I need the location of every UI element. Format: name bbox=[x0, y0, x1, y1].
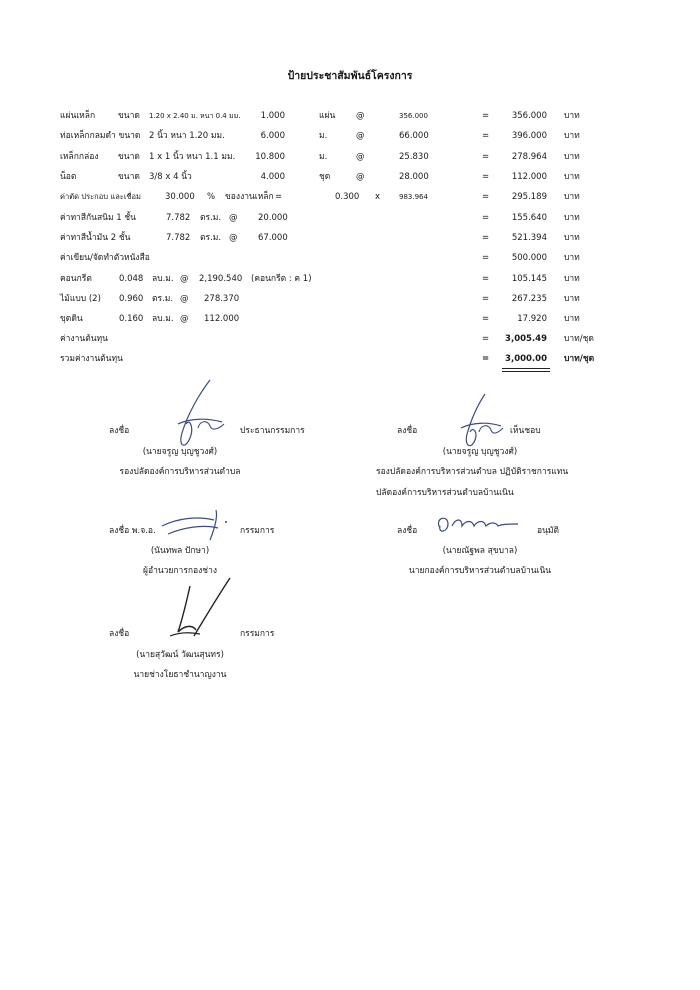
item-qty: 10.800 bbox=[255, 152, 285, 162]
item-price: 356.000 bbox=[399, 112, 428, 120]
grand-total-amount: 3,000.00 bbox=[505, 354, 547, 364]
item-price: 67.000 bbox=[258, 233, 288, 243]
item-amount: 155.640 bbox=[511, 213, 547, 223]
item-unit: ตร.ม. bbox=[200, 233, 222, 243]
item-note: (คอนกรีต : ค 1) bbox=[251, 274, 312, 284]
item-name: รวมค่างานต้นทุน bbox=[60, 354, 123, 364]
currency-label: บาท bbox=[564, 192, 580, 202]
sign-label: ลงชื่อ bbox=[109, 426, 130, 436]
item-price: 112.000 bbox=[204, 314, 240, 324]
item-unit: ตร.ม. bbox=[200, 213, 222, 223]
item-qty: 4.000 bbox=[260, 172, 285, 182]
item-amount: 396.000 bbox=[511, 131, 547, 141]
signature-mark bbox=[432, 512, 522, 538]
equals-sign: = bbox=[482, 172, 490, 182]
currency-label: บาท bbox=[564, 253, 580, 263]
currency-label: บาท/ชุด bbox=[564, 354, 595, 364]
item-name: ค่างานต้นทุน bbox=[60, 334, 108, 344]
signer-position: รองปลัดองค์การบริหารส่วนตำบล ปฏิบัติราชการแทน bbox=[376, 467, 569, 477]
signer-name: (นันทพล ปักษา) bbox=[150, 546, 210, 556]
sign-label: ลงชื่อ bbox=[109, 629, 130, 639]
factor-value: 0.300 bbox=[335, 192, 360, 202]
at-sign: @ bbox=[180, 274, 189, 284]
signer-name: (นายสุวัฒน์ วัฒนสุนทร) bbox=[136, 650, 224, 660]
item-amount: 112.000 bbox=[511, 172, 547, 182]
item-price: 25.830 bbox=[399, 152, 429, 162]
equals-sign: = bbox=[482, 152, 490, 162]
item-unit: ลบ.ม. bbox=[152, 274, 174, 284]
role-label: กรรมการ bbox=[240, 629, 275, 639]
sign-label: ลงชื่อ bbox=[397, 526, 418, 536]
item-price: 28.000 bbox=[399, 172, 429, 182]
item-spec: 1 x 1 นิ้ว หนา 1.1 มม. bbox=[149, 152, 236, 162]
equals-sign: = bbox=[482, 274, 490, 284]
item-name: ค่าตัด ประกอบ และเชื่อม bbox=[60, 192, 141, 201]
equals-sign: = bbox=[482, 253, 490, 263]
item-name: แผ่นเหล็ก bbox=[60, 111, 96, 121]
currency-label: บาท bbox=[564, 314, 580, 324]
equals-sign: = bbox=[482, 354, 490, 364]
currency-label: บาท bbox=[564, 233, 580, 243]
percent-value: 30.000 bbox=[165, 192, 195, 202]
item-unit: ชุด bbox=[319, 172, 331, 182]
signature-mark bbox=[158, 508, 238, 544]
item-name: น็อต bbox=[60, 172, 77, 182]
role-label: อนุมัติ bbox=[537, 526, 560, 536]
currency-label: บาท bbox=[564, 294, 580, 304]
at-sign: @ bbox=[356, 172, 365, 182]
item-qty: 1.000 bbox=[260, 111, 285, 121]
at-sign: @ bbox=[180, 314, 189, 324]
item-name: ค่าทาสีน้ำมัน 2 ชั้น bbox=[60, 233, 131, 243]
currency-label: บาท/ชุด bbox=[564, 334, 594, 344]
item-unit: ตร.ม. bbox=[152, 294, 174, 304]
at-sign: @ bbox=[229, 233, 238, 243]
signature-mark bbox=[166, 576, 236, 646]
item-unit: ม. bbox=[319, 152, 328, 162]
signer-position: ผู้อำนวยการกองช่าง bbox=[142, 566, 217, 576]
sign-label: ลงชื่อ พ.จ.อ. bbox=[109, 526, 156, 536]
role-label: เห็นชอบ bbox=[510, 426, 541, 436]
role-label: กรรมการ bbox=[240, 526, 275, 536]
item-name: ขุดดิน bbox=[60, 314, 83, 324]
equals-sign: = bbox=[482, 233, 490, 243]
size-label: ขนาด bbox=[118, 172, 140, 182]
item-amount: 278.964 bbox=[511, 152, 547, 162]
currency-label: บาท bbox=[564, 274, 580, 284]
item-amount: 267.235 bbox=[511, 294, 547, 304]
item-spec: 2 นิ้ว หนา 1.20 มม. bbox=[149, 131, 225, 141]
item-qty: 0.160 bbox=[119, 314, 144, 324]
signer-name: (นายณัฐพล สุขบาล) bbox=[442, 546, 518, 556]
base-value: 983.964 bbox=[399, 193, 428, 201]
equals-sign: = bbox=[482, 111, 490, 121]
item-amount: 356.000 bbox=[511, 111, 547, 121]
equals-sign: = bbox=[482, 213, 490, 223]
item-amount: 3,005.49 bbox=[505, 334, 547, 344]
item-amount: 105.145 bbox=[511, 274, 547, 284]
item-unit: แผ่น bbox=[319, 111, 336, 121]
size-label: ขนาด bbox=[118, 152, 140, 162]
signer-position-line2: ปลัดองค์การบริหารส่วนตำบลบ้านเนิน bbox=[376, 488, 514, 498]
size-label: ขนาด bbox=[118, 111, 140, 121]
equals-sign: = bbox=[275, 192, 283, 202]
item-qty: 7.782 bbox=[166, 213, 191, 223]
item-name: ค่าทาสีกันสนิม 1 ชั้น bbox=[60, 213, 136, 223]
item-price: 278.370 bbox=[204, 294, 240, 304]
at-sign: @ bbox=[356, 131, 365, 141]
signer-position: นายช่างโยธาชำนาญงาน bbox=[133, 670, 227, 680]
item-price: 20.000 bbox=[258, 213, 288, 223]
item-spec: 1.20 x 2.40 ม. หนา 0.4 มม. bbox=[149, 112, 241, 120]
signer-position: นายกองค์การบริหารส่วนตำบลบ้านเนิน bbox=[408, 566, 552, 576]
at-sign: @ bbox=[229, 213, 238, 223]
item-name: ไม้แบบ (2) bbox=[60, 294, 101, 304]
at-sign: @ bbox=[180, 294, 189, 304]
signer-position: รองปลัดองค์การบริหารส่วนตำบล bbox=[119, 467, 241, 477]
item-price: 2,190.540 bbox=[199, 274, 243, 284]
role-label: ประธานกรรมการ bbox=[240, 426, 305, 436]
item-qty: 0.960 bbox=[119, 294, 144, 304]
item-qty: 6.000 bbox=[260, 131, 285, 141]
currency-label: บาท bbox=[564, 152, 580, 162]
equals-sign: = bbox=[482, 131, 490, 141]
item-amount: 295.189 bbox=[511, 192, 547, 202]
signer-name: (นายจรูญ บุญชูวงศ์) bbox=[442, 447, 518, 457]
equals-sign: = bbox=[482, 334, 490, 344]
item-spec: 3/8 x 4 นิ้ว bbox=[149, 172, 192, 182]
percent-sign: % bbox=[207, 192, 216, 202]
item-unit: ม. bbox=[319, 131, 328, 141]
item-name: เหล็กกล่อง bbox=[60, 152, 99, 162]
item-qty: 0.048 bbox=[119, 274, 144, 284]
item-amount: 521.394 bbox=[511, 233, 547, 243]
multiply-sign: x bbox=[375, 192, 381, 202]
currency-label: บาท bbox=[564, 172, 580, 182]
of-steel-label: ของงานเหล็ก bbox=[225, 192, 274, 202]
total-underline bbox=[502, 368, 550, 369]
equals-sign: = bbox=[482, 192, 490, 202]
item-name: ค่าเขียน/จัดทำตัวหนังสือ bbox=[60, 253, 150, 263]
currency-label: บาท bbox=[564, 111, 580, 121]
page-title: ป้ายประชาสัมพันธ์โครงการ bbox=[287, 70, 413, 82]
item-amount: 17.920 bbox=[517, 314, 547, 324]
item-qty: 7.782 bbox=[166, 233, 191, 243]
at-sign: @ bbox=[356, 152, 365, 162]
item-amount: 500.000 bbox=[511, 253, 547, 263]
signer-name: (นายจรูญ บุญชูวงศ์) bbox=[142, 447, 218, 457]
sign-label: ลงชื่อ bbox=[397, 426, 418, 436]
item-unit: ลบ.ม. bbox=[152, 314, 174, 324]
at-sign: @ bbox=[356, 111, 365, 121]
currency-label: บาท bbox=[564, 131, 580, 141]
item-name: คอนกรีต bbox=[60, 274, 92, 284]
item-price: 66.000 bbox=[399, 131, 429, 141]
currency-label: บาท bbox=[564, 213, 580, 223]
equals-sign: = bbox=[482, 294, 490, 304]
item-name: ท่อเหล็กกลมดำ ขนาด bbox=[60, 131, 141, 141]
equals-sign: = bbox=[482, 314, 490, 324]
total-underline bbox=[502, 371, 550, 372]
